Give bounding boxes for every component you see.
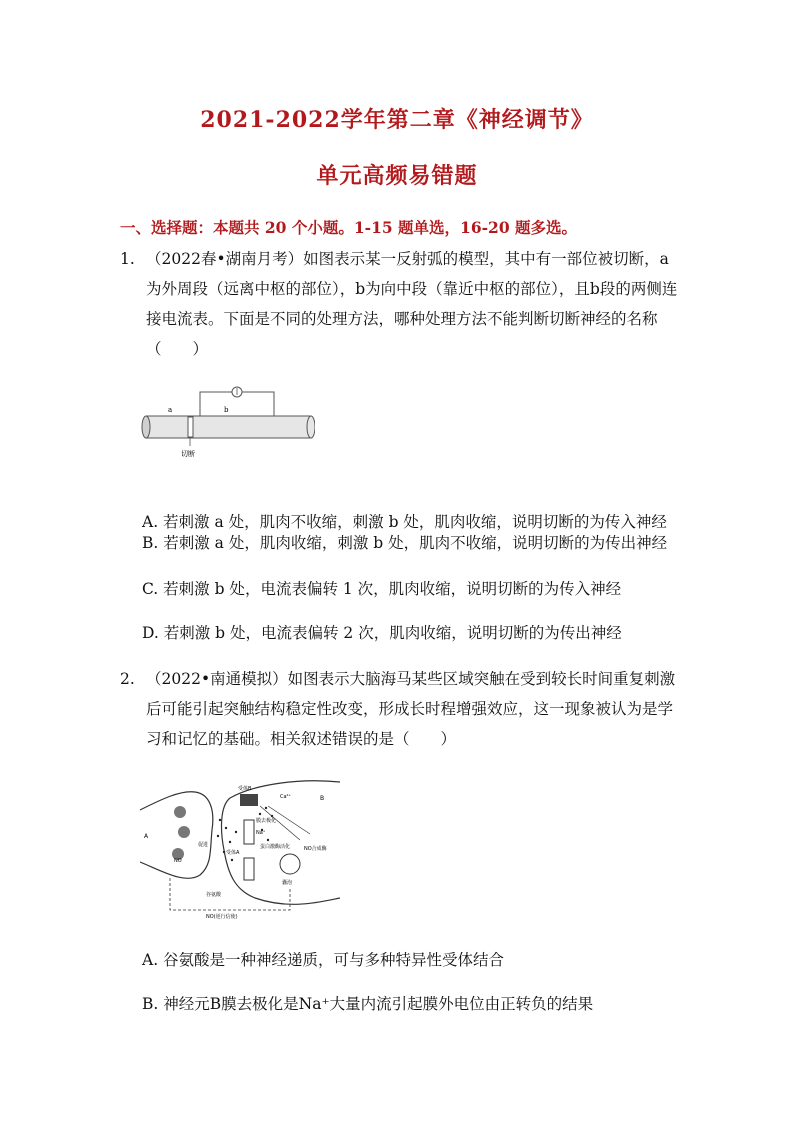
document-title: 2021-2022学年第二章《神经调节》 [200,107,594,133]
synapse-figure [140,770,340,922]
question-1-option-d: D. 若刺激 b 处，电流表偏转 2 次，肌肉收缩，说明切断的为传出神经 [142,624,622,642]
label-nos: NO合成酶 [304,846,327,852]
label-b: b [224,406,229,414]
nerve-body [146,416,311,438]
label-a: a [168,406,173,414]
question-2-option-a: A. 谷氨酸是一种神经递质，可与多种特异性受体结合 [142,951,505,969]
vesicle-icon [280,854,300,874]
label-receptor-a: 受体A [226,850,240,856]
mitochondria-icon [174,806,186,818]
label-retrograde: NO(逆行信使) [206,914,238,920]
nerve-left-end [142,416,150,438]
cut-mark [188,417,193,437]
reflex-arc-figure [140,378,315,460]
section-heading: 一、选择题：本题共 20 个小题。1-15 题单选，16-20 题多选。 [120,218,578,237]
label-no: NO [174,858,182,864]
label-glutamate: 谷氨酸 [206,892,222,898]
label-cut: 切断 [181,450,195,458]
question-1-option-b: B. 若刺激 a 处，肌肉收缩，刺激 b 处，肌肉不收缩，说明切断的为传出神经 [142,534,668,552]
question-stem: （2022•南通模拟）如图表示大脑海马某些区域突触在受到较长时间重复刺激后可能引起突触结构稳定性改变，形成长时程增强效应，这一现象被认为是学习和记忆的基础。相关叙述错误的是（ ） [146,670,676,748]
question-stem: （2022春•湖南月考）如图表示某一反射弧的模型，其中有一部位被切断，a为外周段（远离中枢的部位），b为向中段（靠近中枢的部位），且b段的两侧连接电流表。下面是不同的处理方法，哪种处理方法不能判断切断神经的名称（ ） [146,250,678,358]
mitochondria-icon [178,826,190,838]
label-vesicle: 囊泡 [282,880,293,886]
receptor-b-icon [240,794,258,806]
label-promote: 促进 [198,842,209,848]
label-na: Na⁺ [256,830,266,836]
retrograde-path [170,878,293,910]
label-neuron-b: B [320,795,325,802]
document-subtitle: 单元高频易错题 [316,163,478,189]
neuron-a-membrane [140,792,213,879]
question-1-option-a: A. 若刺激 a 处，肌肉不收缩，刺激 b 处，肌肉收缩，说明切断的为传入神经 [142,513,667,531]
question-2-option-b: B. 神经元B膜去极化是Na⁺大量内流引起膜外电位由正转负的结果 [142,995,594,1013]
label-depolarization: 膜去极化 [256,818,277,824]
label-ca: Ca²⁺ [280,794,292,800]
receptor-a-icon [244,820,254,844]
channel-icon [244,858,254,880]
question-number: 2. [120,670,135,688]
question-2 [120,664,680,754]
question-1-option-c: C. 若刺激 b 处，电流表偏转 1 次，肌肉收缩，说明切断的为传入神经 [142,580,622,598]
label-neuron-a: A [144,833,149,840]
label-receptor-b: 受体B [238,786,252,792]
question-number: 1. [120,250,135,268]
question-1 [120,244,680,364]
nerve-right-end [307,416,315,438]
label-kinase: 蛋白激酶活化 [260,844,291,850]
